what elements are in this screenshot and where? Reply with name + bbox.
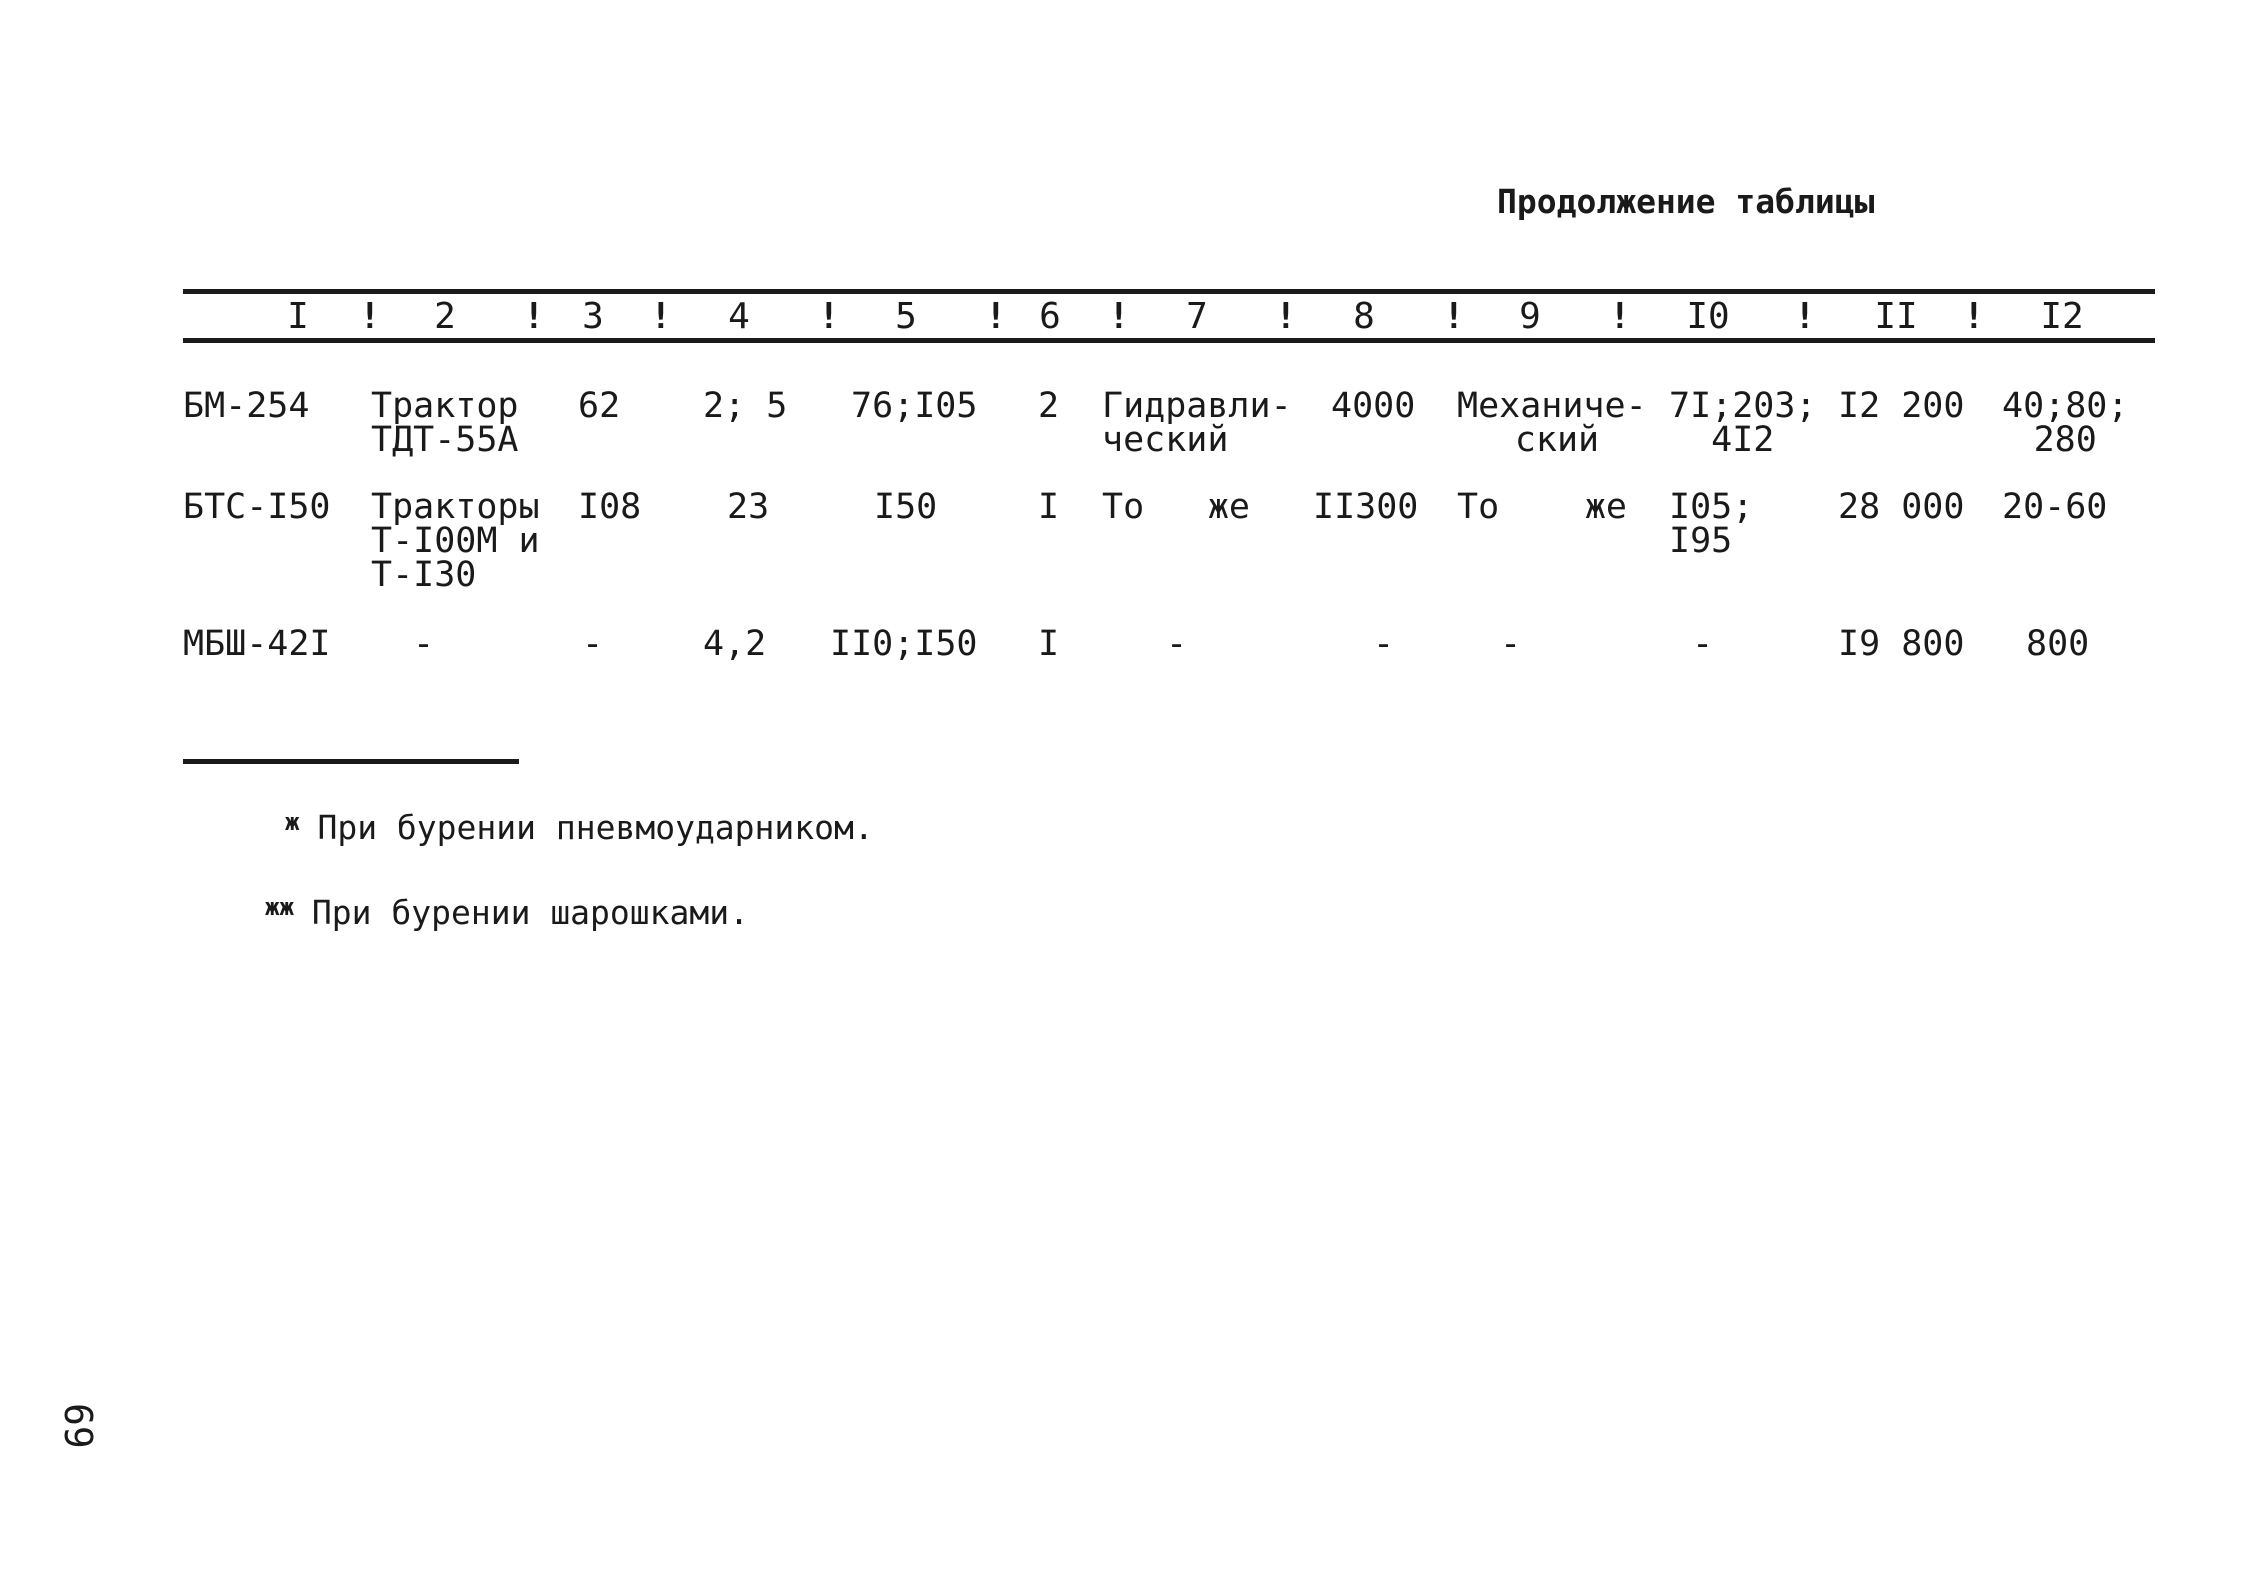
table-cell: II300 <box>1313 487 1419 527</box>
table-cell: То же <box>1102 487 1250 527</box>
table-header-rule <box>183 338 2155 343</box>
table-cell: Тракторы Т-I00М и Т-I30 <box>371 487 540 595</box>
footnote-text: При бурении шарошками. <box>311 893 749 932</box>
column-separator: ! <box>1108 296 1130 337</box>
table-cell: II0;I50 <box>830 624 978 664</box>
column-separator: ! <box>1794 296 1816 337</box>
table-cell: Механиче- ский <box>1457 386 1647 460</box>
column-separator: ! <box>985 296 1007 337</box>
table-top-rule <box>183 289 2155 294</box>
column-header: I <box>287 296 309 337</box>
page-title: Продолжение таблицы <box>1497 182 1875 221</box>
table-cell: I2 200 <box>1838 386 1965 426</box>
column-separator: ! <box>1443 296 1465 337</box>
table-cell: Гидравли- ческий <box>1102 386 1292 460</box>
column-header: 2 <box>434 296 456 337</box>
table-cell: МБШ-42I <box>183 624 331 664</box>
footnote <box>265 893 749 932</box>
column-header: II <box>1874 296 1918 337</box>
column-header: 3 <box>582 296 604 337</box>
table-cell: - <box>1166 624 1188 664</box>
column-separator: ! <box>1609 296 1631 337</box>
column-separator: ! <box>523 296 545 337</box>
table-cell: I50 <box>874 487 938 527</box>
table-cell: 2; 5 <box>703 386 788 426</box>
table-cell: БМ-254 <box>183 386 310 426</box>
table-cell: 20-60 <box>2002 487 2108 527</box>
table-cell: Трактор ТДТ-55А <box>371 386 519 460</box>
table-cell: 62 <box>578 386 621 426</box>
table-cell: I <box>1038 487 1060 527</box>
table-cell: - <box>1692 624 1714 664</box>
footnote <box>285 808 874 847</box>
table-cell: 4000 <box>1331 386 1416 426</box>
table-cell: I08 <box>578 487 642 527</box>
table-cell: I9 800 <box>1838 624 1965 664</box>
table-cell: 4,2 <box>703 624 767 664</box>
footnote-text: При бурении пневмоударником. <box>317 808 874 847</box>
table-cell: 800 <box>2026 624 2090 664</box>
table-cell: 40;80; 280 <box>2002 386 2129 460</box>
footnote-mark: жж <box>265 893 294 921</box>
table-cell: I <box>1038 624 1060 664</box>
column-header: 9 <box>1519 296 1541 337</box>
footnote-rule <box>183 759 519 764</box>
table-cell: 2 <box>1038 386 1060 426</box>
table-cell: I05; I95 <box>1669 487 1754 561</box>
table-cell: 7I;203; 4I2 <box>1669 386 1817 460</box>
table-cell: - <box>582 624 604 664</box>
table-cell: 28 000 <box>1838 487 1965 527</box>
column-header: 7 <box>1186 296 1208 337</box>
column-separator: ! <box>1963 296 1985 337</box>
column-header: 5 <box>895 296 917 337</box>
column-header: 8 <box>1353 296 1375 337</box>
column-separator: ! <box>650 296 672 337</box>
footnote-mark: ж <box>285 808 300 836</box>
column-separator: ! <box>1275 296 1297 337</box>
column-separator: ! <box>818 296 840 337</box>
column-header: I2 <box>2040 296 2084 337</box>
table-cell: БТС-I50 <box>183 487 331 527</box>
table-cell: - <box>1500 624 1522 664</box>
column-header: I0 <box>1686 296 1730 337</box>
column-separator: ! <box>359 296 381 337</box>
table-cell: То же <box>1457 487 1627 527</box>
table-cell: - <box>413 624 435 664</box>
page-number: 69 <box>56 1403 100 1449</box>
table-cell: 76;I05 <box>851 386 978 426</box>
table-cell: 23 <box>727 487 770 527</box>
table-cell: - <box>1373 624 1395 664</box>
column-header: 4 <box>728 296 750 337</box>
column-header: 6 <box>1039 296 1061 337</box>
